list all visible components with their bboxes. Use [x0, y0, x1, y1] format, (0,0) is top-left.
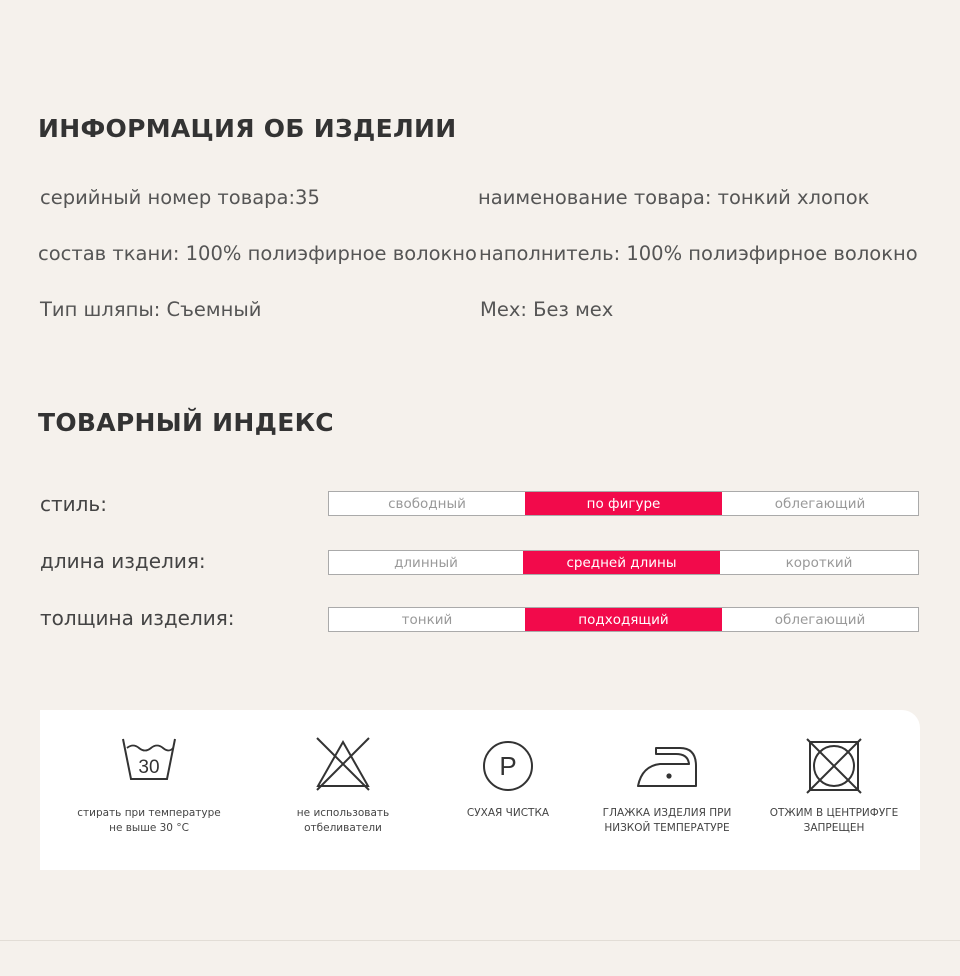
- style-option-tight: облегающий: [774, 495, 866, 512]
- no-tumble-dry-icon: [806, 738, 862, 794]
- length-option-long: длинный: [394, 554, 458, 571]
- care-instructions-panel: [40, 710, 920, 870]
- care-text-wash: стирать при температуре не выше 30 °С: [77, 807, 221, 834]
- thickness-option-medium: подходящий: [525, 608, 722, 631]
- thickness-label: толщина изделия:: [40, 606, 235, 630]
- length-label: длина изделия:: [40, 549, 206, 573]
- thickness-scale: [328, 607, 919, 632]
- care-text-no-bleach: не использовать отбеливатели: [296, 807, 390, 834]
- care-item-wash: [54, 710, 244, 870]
- filler-text: наполнитель: 100% полиэфирное волокно: [479, 242, 918, 265]
- length-option-medium: средней длины: [523, 551, 720, 574]
- care-text-iron: ГЛАЖКА ИЗДЕЛИЯ ПРИ НИЗКОЙ ТЕМПЕРАТУРЕ: [602, 807, 732, 834]
- thickness-option-thin: тонкий: [401, 611, 453, 628]
- product-name-text: наименование товара: тонкий хлопок: [478, 186, 870, 209]
- no-bleach-icon: [314, 736, 372, 792]
- length-option-short: короткий: [785, 554, 853, 571]
- style-scale: [328, 491, 919, 516]
- dry-clean-symbol: P: [499, 751, 517, 781]
- care-item-no-tumble: [739, 710, 929, 870]
- serial-number-text: серийный номер товара:35: [40, 186, 320, 209]
- fur-text: Мех: Без мех: [480, 298, 614, 321]
- style-option-loose: свободный: [388, 495, 466, 512]
- wash-temperature-symbol: 30: [138, 757, 160, 778]
- length-scale: [328, 550, 919, 575]
- style-option-fitted: по фигуре: [525, 492, 722, 515]
- dry-clean-icon: [481, 739, 535, 793]
- product-info-title: ИНФОРМАЦИЯ ОБ ИЗДЕЛИИ: [38, 114, 457, 143]
- care-item-iron: [572, 710, 762, 870]
- fabric-composition-text: состав ткани: 100% полиэфирное волокно: [38, 242, 477, 265]
- bottom-divider: [0, 940, 960, 941]
- care-item-no-bleach: [248, 710, 438, 870]
- care-text-dry-clean: СУХАЯ ЧИСТКА: [466, 807, 550, 819]
- hat-type-text: Тип шляпы: Съемный: [40, 298, 262, 321]
- care-text-no-tumble: ОТЖИМ В ЦЕНТРИФУГЕ ЗАПРЕЩЕН: [769, 807, 899, 834]
- style-label: стиль:: [40, 492, 107, 516]
- product-index-title: ТОВАРНЫЙ ИНДЕКС: [38, 408, 334, 437]
- wash-30-icon: [121, 736, 177, 782]
- iron-low-icon: [636, 742, 698, 790]
- thickness-option-thick: облегающий: [774, 611, 866, 628]
